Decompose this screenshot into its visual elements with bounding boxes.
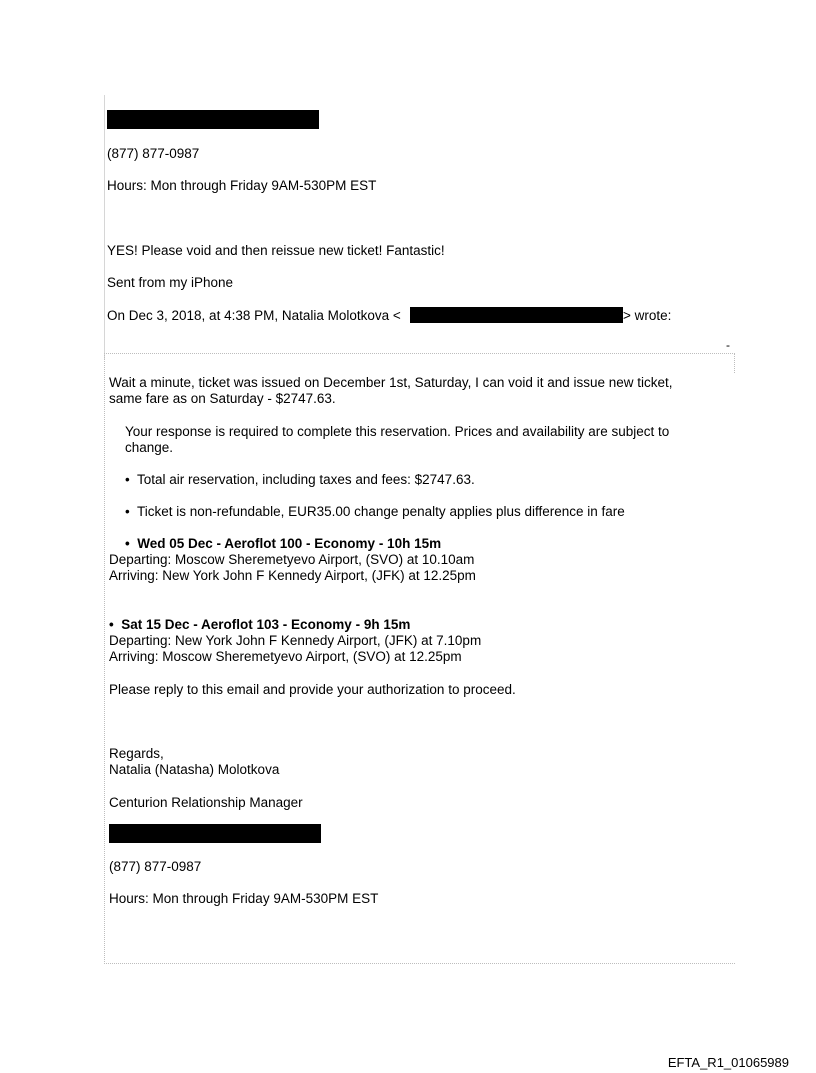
- sender-phone: (877) 877-0987: [109, 859, 202, 874]
- redaction-bar: [410, 307, 623, 323]
- flight-title-text: Wed 05 Dec - Aeroflot 100 - Economy - 10h 15m: [137, 536, 442, 551]
- document-id: EFTA_R1_01065989: [667, 1055, 789, 1070]
- response-required-line2: change.: [125, 440, 174, 455]
- flight-title: [125, 536, 441, 552]
- reply-attribution-suffix: > wrote:: [623, 308, 672, 323]
- bullet-text: Total air reservation, including taxes and fees: $2747.63.: [137, 472, 475, 487]
- response-required-line1: Your response is required to complete this reservation. Prices and availability are subject to: [125, 424, 670, 439]
- flight-arriving: Arriving: Moscow Sheremetyevo Airport, (SVO) at 12.25pm: [109, 649, 462, 664]
- sender-hours: Hours: Mon through Friday 9AM-530PM EST: [109, 891, 379, 906]
- sender-name: Natalia (Natasha) Molotkova: [109, 762, 280, 777]
- flight-arriving: Arriving: New York John F Kennedy Airport, (JFK) at 12.25pm: [109, 568, 476, 583]
- bullet-icon: •: [109, 617, 114, 632]
- authorization-request: Please reply to this email and provide your authorization to proceed.: [109, 682, 516, 697]
- redaction-bar: [107, 110, 319, 129]
- bullet-icon: •: [125, 504, 130, 519]
- flight-title: [109, 617, 410, 633]
- flight-departing: Departing: Moscow Sheremetyevo Airport, (SVO) at 10.10am: [109, 552, 475, 567]
- bullet-icon: •: [125, 472, 130, 487]
- sender-title: Centurion Relationship Manager: [109, 795, 303, 810]
- quoted-intro-line2: same fare as on Saturday - $2747.63.: [109, 391, 336, 406]
- bullet-icon: •: [125, 536, 130, 551]
- reply-left-rule: [104, 95, 105, 360]
- header-hours: Hours: Mon through Friday 9AM-530PM EST: [107, 178, 377, 193]
- reply-signature: Sent from my iPhone: [107, 275, 234, 290]
- flight-departing: Departing: New York John F Kennedy Airport, (JFK) at 7.10pm: [109, 633, 482, 648]
- regards: Regards,: [109, 746, 164, 761]
- quoted-intro-line1: Wait a minute, ticket was issued on December 1st, Saturday, I can void it and issue new ticket,: [109, 375, 673, 390]
- flight-title-text: Sat 15 Dec - Aeroflot 103 - Economy - 9h 15m: [121, 617, 411, 632]
- reply-message: YES! Please void and then reissue new ticket! Fantastic!: [107, 243, 445, 258]
- quoted-box-right-edge: [733, 353, 735, 373]
- separator-dash: -: [726, 338, 730, 352]
- bullet-text: Ticket is non-refundable, EUR35.00 change penalty applies plus difference in fare: [137, 504, 625, 519]
- header-phone: (877) 877-0987: [107, 146, 200, 161]
- bullet-item: [125, 504, 625, 520]
- bullet-item: [125, 472, 475, 488]
- redaction-bar: [109, 824, 321, 843]
- reply-attribution-prefix: On Dec 3, 2018, at 4:38 PM, Natalia Molotkova <: [107, 308, 401, 323]
